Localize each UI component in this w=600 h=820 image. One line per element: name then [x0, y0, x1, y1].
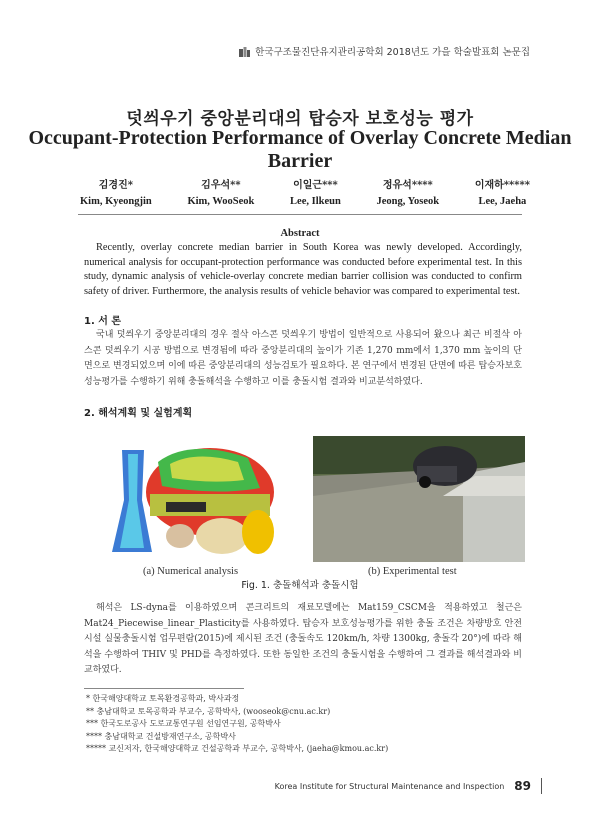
footnote-divider: [84, 688, 244, 689]
experimental-test-photo: [313, 436, 525, 562]
figure-caption-b: (b) Experimental test: [368, 566, 457, 577]
page-number: 89: [514, 779, 531, 793]
footnote: ** 충남대학교 토목공학과 부교수, 공학박사, (wooseok@cnu.ac.kr): [86, 706, 331, 716]
section-body: 해석은 LS-dyna를 이용하였으며 콘크리트의 재료모델에는 Mat159_CSCM을 적용하였고 철근은 Mat24_Piecewise_linear_Plasticity를 사용하였다. 탑승자 보호성능평가를 위한 충돌 조건은 차량방호 안전시설 실물충돌시험 업무편람(2015)에 제시된 조건 (충돌속도 120km/h, 차량 1300kg, 충돌각 20°)에 따라 해석을 수행하여 THIV 및 PHD를 측정하였다. 또한 동일한 조건의 충돌시험을 수행하여 그 결과를 해석결과와 비교하였다.: [84, 603, 522, 676]
author-name-english: Lee, Ilkeun: [290, 196, 341, 207]
book-icon: [239, 46, 250, 57]
author-name-korean: 정유석****: [382, 180, 433, 191]
footnote: ***** 교신저자, 한국해양대학교 건설공학과 부교수, 공학박사, (jaeha@kmou.ac.kr): [86, 744, 389, 754]
title-english: Occupant-Protection Performance of Overlay Concrete Median Barrier: [28, 127, 572, 172]
author-name-korean: 이일근***: [293, 180, 338, 191]
author-list: [80, 176, 530, 207]
author-name-english: Lee, Jaeha: [478, 196, 527, 207]
abstract-heading: Abstract: [280, 228, 320, 239]
footnote: **** 충남대학교 건설방재연구소, 공학박사: [86, 731, 236, 741]
section-heading: 1. 서 론: [84, 316, 122, 327]
author: [187, 176, 254, 207]
figure-caption: Fig. 1. 충돌해석과 충돌시험: [241, 580, 359, 591]
header-text: 한국구조물진단유지관리공학회 2018년도 가을 학술발표회 논문집: [255, 47, 530, 58]
running-header: [239, 44, 530, 58]
abstract-body: Recently, overlay concrete median barrier in South Korea was newly developed. Accordingly, numerical analysis for occupant-protection performance was conducted before experimental test. In this study, dynamic analysis of vehicle-overlay concrete median barrier collision was conducted to confirm safety of driver. Furthermore, the analysis results of vehicle behavior was compared to experimental test.: [84, 242, 522, 297]
footer-organization: Korea Institute for Structural Maintenance and Inspection: [274, 781, 505, 791]
author: [475, 176, 530, 207]
author-name-korean: 김경진*: [98, 180, 133, 191]
page-footer: [275, 778, 542, 794]
title-korean: 덧씌우기 중앙분리대의 탑승자 보호성능 평가: [126, 109, 474, 129]
section-body: 국내 덧씌우기 중앙분리대의 경우 절삭 아스콘 덧씌우기 방법이 일반적으로 사용되어 왔으나 최근 비절삭 아스콘 덧씌우기 시공 방법으로 변경됨에 따라 중앙분리대의 높이가 기존 1,270 mm에서 1,370 mm 높이의 단면으로 변경되었으며 이에 따른 중앙분리대의 성능검토가 필요하다. 본 연구에서 변경된 단면에 따른 탑승자보호 성능평가를 수행하기 위해 충돌해석을 수행하고 이를 충돌시험 결과와 비교분석하였다.: [84, 330, 522, 387]
footnote: *** 한국도로공사 도로교통연구원 선임연구원, 공학박사: [86, 719, 281, 729]
author-name-english: Kim, Kyeongjin: [80, 196, 152, 207]
divider: [78, 214, 522, 215]
footnote: * 한국해양대학교 토목환경공학과, 박사과정: [86, 694, 240, 703]
section-heading: 2. 해석계획 및 실험계획: [84, 408, 193, 419]
author-name-english: Jeong, Yoseok: [376, 196, 440, 207]
author: [80, 176, 152, 207]
author: [377, 176, 440, 207]
numerical-analysis-figure: [110, 440, 282, 564]
author-name-korean: 김우석**: [201, 180, 241, 191]
footnotes: [86, 693, 388, 756]
footer-bar: [541, 778, 542, 794]
author-name-korean: 이재하*****: [474, 180, 530, 191]
author-name-english: Kim, WooSeok: [187, 196, 255, 207]
author: [290, 176, 341, 207]
figure-caption-a: (a) Numerical analysis: [143, 566, 239, 577]
